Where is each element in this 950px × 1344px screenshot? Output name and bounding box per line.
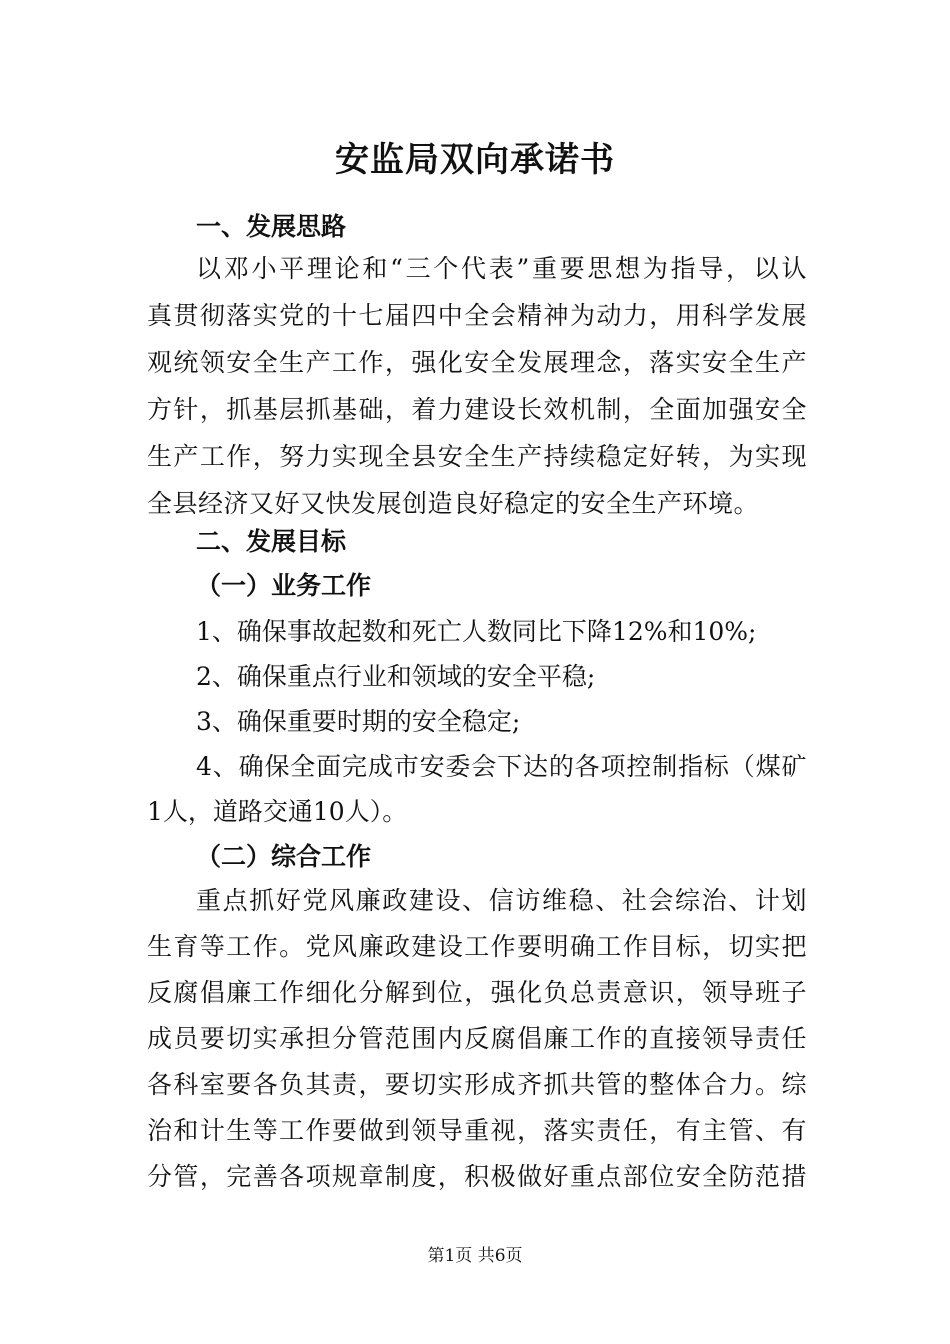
paragraph-line: 重点抓好党风廉政建设、信访维稳、社会综治、计划 bbox=[196, 886, 807, 915]
page-footer: 第1页 共6页 bbox=[427, 1246, 523, 1266]
goal-item: 3、确保重要时期的安全稳定; bbox=[196, 707, 521, 736]
paragraph-line: 治和计生等工作要做到领导重视，落实责任，有主管、有 bbox=[147, 1116, 807, 1145]
paragraph-line: 各科室要各负其责，要切实形成齐抓共管的整体合力。综 bbox=[147, 1070, 807, 1099]
subsection-heading-business-work: （一）业务工作 bbox=[196, 571, 372, 600]
paragraph-line: 分管，完善各项规章制度，积极做好重点部位安全防范措 bbox=[147, 1162, 807, 1191]
subsection-heading-comprehensive-work: （二）综合工作 bbox=[196, 842, 372, 871]
paragraph-line: 真贯彻落实党的十七届四中全会精神为动力，用科学发展 bbox=[147, 301, 807, 330]
goal-item: 1、确保事故起数和死亡人数同比下降12%和10%; bbox=[196, 617, 757, 646]
page-title: 安监局双向承诺书 bbox=[335, 140, 615, 180]
goal-item: 2、确保重点行业和领域的安全平稳; bbox=[196, 662, 596, 691]
goal-item-continued: 1人，道路交通10人）。 bbox=[147, 797, 408, 826]
paragraph-line: 生产工作，努力实现全县安全生产持续稳定好转，为实现 bbox=[147, 442, 807, 471]
section-heading-development-ideas: 一、发展思路 bbox=[196, 212, 347, 241]
paragraph-line: 反腐倡廉工作细化分解到位，强化负总责意识，领导班子 bbox=[147, 978, 807, 1007]
paragraph-line: 观统领安全生产工作，强化安全发展理念，落实安全生产 bbox=[147, 348, 807, 377]
paragraph-line: 以邓小平理论和“三个代表”重要思想为指导，以认 bbox=[196, 254, 807, 283]
paragraph-line: 生育等工作。党风廉政建设工作要明确工作目标，切实把 bbox=[147, 932, 807, 961]
goal-item: 4、确保全面完成市安委会下达的各项控制指标（煤矿 bbox=[196, 752, 807, 781]
paragraph-line: 成员要切实承担分管范围内反腐倡廉工作的直接领导责任 bbox=[147, 1024, 807, 1053]
paragraph-line: 方针，抓基层抓基础，着力建设长效机制，全面加强安全 bbox=[147, 395, 807, 424]
paragraph-line: 全县经济又好又快发展创造良好稳定的安全生产环境。 bbox=[147, 489, 760, 518]
section-heading-development-goals: 二、发展目标 bbox=[196, 527, 347, 556]
